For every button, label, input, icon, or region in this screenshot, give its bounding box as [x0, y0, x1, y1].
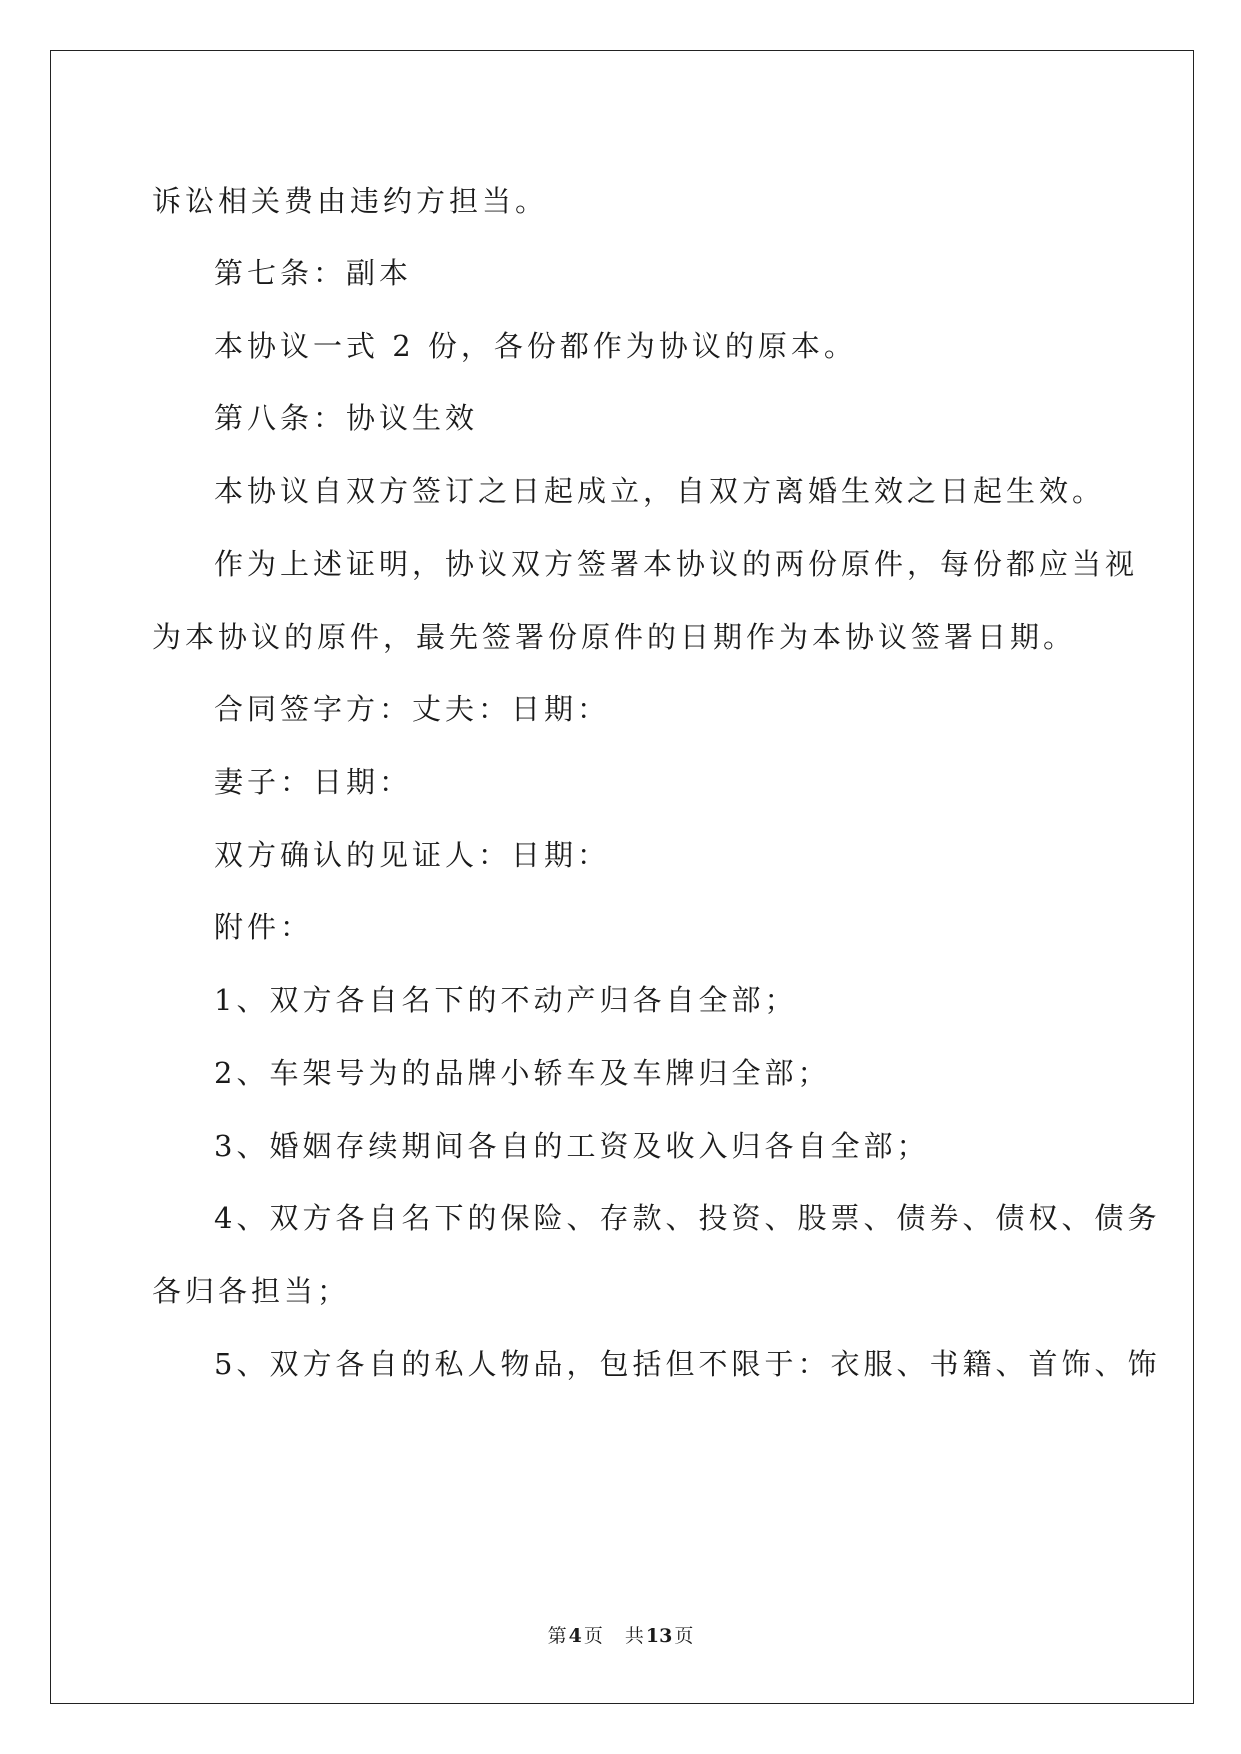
body-line-proof-2: 为本协议的原件，最先签署份原件的日期作为本协议签署日期。: [152, 620, 1077, 654]
attachment-item-4-part-1: 4、双方各自名下的保险、存款、投资、股票、债券、债权、债务: [214, 1201, 1161, 1235]
attachment-item-3: 3、婚姻存续期间各自的工资及收入归各自全部；: [214, 1129, 930, 1163]
body-line-1: 诉讼相关费由违约方担当。: [152, 184, 549, 218]
page-current-number: 4: [568, 1625, 582, 1647]
attachment-item-4-part-2: 各归各担当；: [152, 1274, 351, 1308]
wife-line: 妻子：日期：: [214, 765, 413, 799]
witness-line: 双方确认的见证人：日期：: [214, 838, 611, 872]
body-line-copies: 本协议一式 2 份，各份都作为协议的原本。: [214, 329, 857, 363]
attachment-item-2: 2、车架号为的品牌小轿车及车牌归全部；: [214, 1056, 831, 1090]
body-line-proof-1: 作为上述证明，协议双方签署本协议的两份原件，每份都应当视: [214, 547, 1139, 581]
page-total-number: 13: [645, 1625, 673, 1647]
body-line-effective: 本协议自双方签订之日起成立，自双方离婚生效之日起生效。: [214, 474, 1106, 508]
page-footer: [0, 1624, 1241, 1648]
attachment-item-1: 1、双方各自名下的不动产归各自全部；: [214, 983, 798, 1017]
total-suffix: 页: [674, 1625, 694, 1647]
attachment-item-5: 5、双方各自的私人物品，包括但不限于：衣服、书籍、首饰、饰: [214, 1347, 1161, 1381]
article-8-heading: 第八条：协议生效: [214, 401, 479, 435]
attachment-heading: 附件：: [214, 910, 314, 944]
article-7-heading: 第七条：副本: [214, 256, 413, 290]
total-prefix: 共: [624, 1625, 644, 1647]
page-prefix: 第: [547, 1625, 567, 1647]
signatory-line: 合同签字方：丈夫：日期：: [214, 692, 611, 726]
page-border: [50, 50, 1194, 1704]
page-suffix: 页: [583, 1625, 603, 1647]
